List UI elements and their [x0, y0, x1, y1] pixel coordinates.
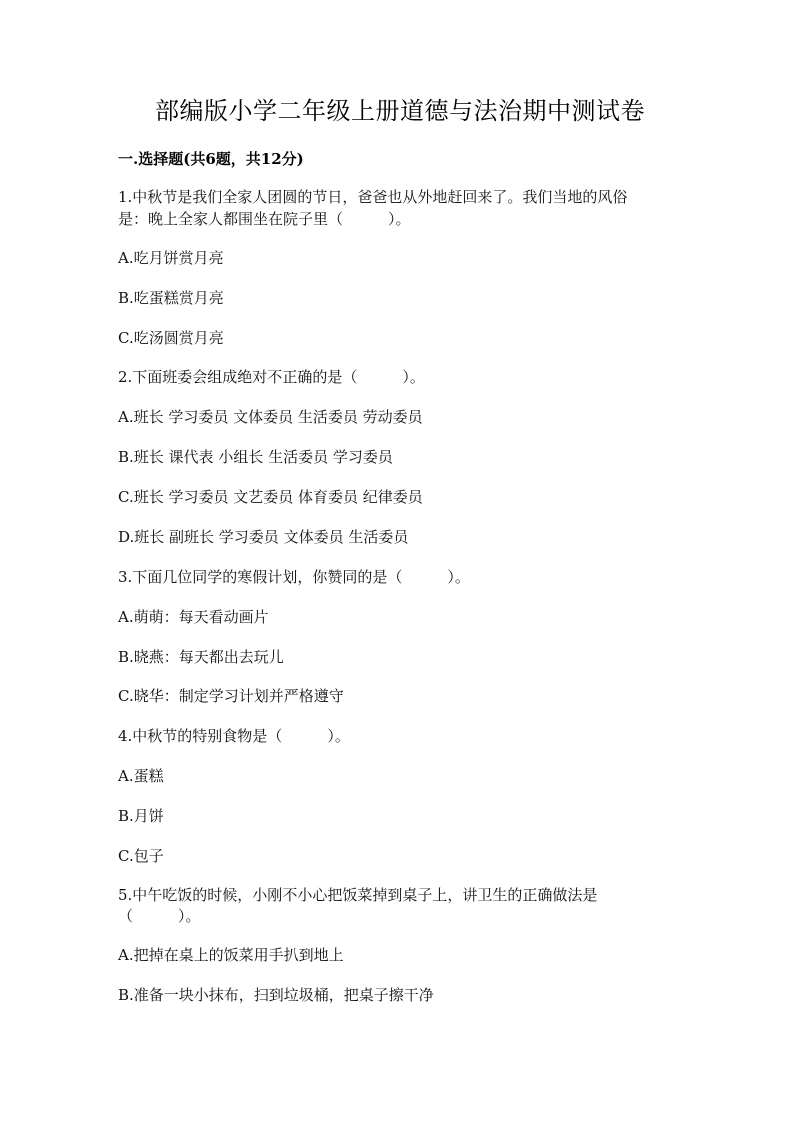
question-5-option-b: B.准备一块小抹布，扫到垃圾桶，把桌子擦干净 [118, 986, 434, 1004]
question-1-option-b: B.吃蛋糕赏月亮 [118, 289, 224, 307]
section-heading: 一.选择题(共6题，共12分) [118, 150, 304, 168]
question-4-option-b: B.月饼 [118, 807, 164, 825]
question-2-option-a: A.班长 学习委员 文体委员 生活委员 劳动委员 [118, 408, 423, 426]
question-3-option-b: B.晓燕：每天都出去玩儿 [118, 648, 284, 666]
question-5-option-a: A.把掉在桌上的饭菜用手扒到地上 [118, 946, 344, 964]
question-2-option-b: B.班长 课代表 小组长 生活委员 学习委员 [118, 448, 393, 466]
question-1-stem-line-2: 是：晚上全家人都围坐在院子里（ ）。 [118, 210, 411, 228]
question-5-stem-line-2: （ ）。 [118, 907, 201, 925]
question-4-stem: 4.中秋节的特别食物是（ ）。 [118, 727, 350, 745]
question-2-stem: 2.下面班委会组成绝对不正确的是（ ）。 [118, 368, 425, 386]
question-4-option-a: A.蛋糕 [118, 767, 164, 785]
question-2-option-c: C.班长 学习委员 文艺委员 体育委员 纪律委员 [118, 488, 423, 506]
question-1-option-a: A.吃月饼赏月亮 [118, 249, 224, 267]
question-2-option-d: D.班长 副班长 学习委员 文体委员 生活委员 [118, 528, 409, 546]
question-3-stem: 3.下面几位同学的寒假计划，你赞同的是（ ）。 [118, 568, 470, 586]
question-1-stem-line-1: 1.中秋节是我们全家人团圆的节日，爸爸也从外地赶回来了。我们当地的风俗 [118, 188, 628, 206]
question-4-option-c: C.包子 [118, 847, 164, 865]
question-1-option-c: C.吃汤圆赏月亮 [118, 329, 224, 347]
question-5-stem-line-1: 5.中午吃饭的时候，小刚不小心把饭菜掉到桌子上，讲卫生的正确做法是 [118, 886, 598, 904]
question-3-option-c: C.晓华：制定学习计划并严格遵守 [118, 687, 344, 705]
question-3-option-a: A.萌萌：每天看动画片 [118, 608, 269, 626]
page-title: 部编版小学二年级上册道德与法治期中测试卷 [155, 97, 645, 125]
